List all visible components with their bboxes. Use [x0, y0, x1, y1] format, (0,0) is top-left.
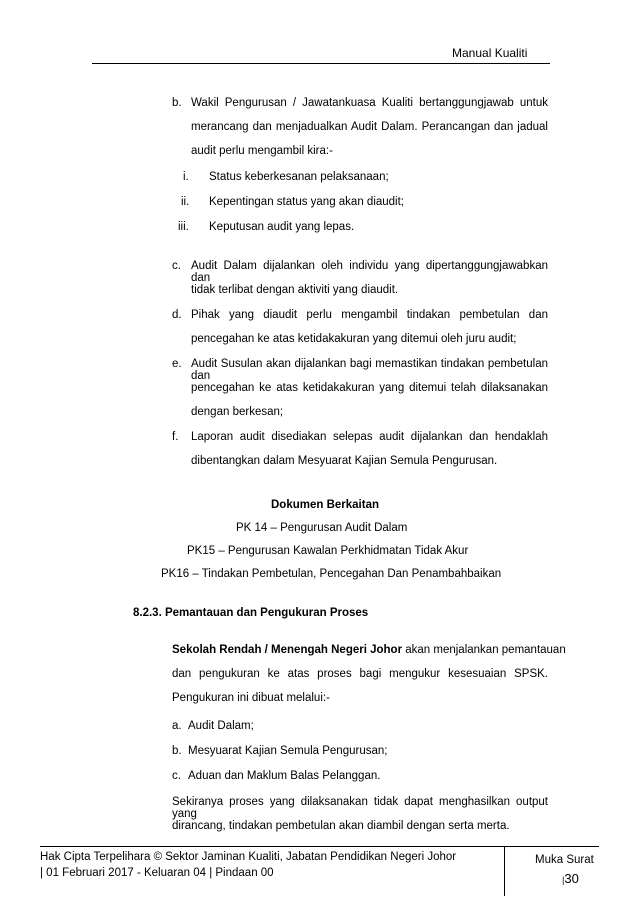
footer-vertical-divider: [504, 846, 505, 896]
footer-page-label: Muka Surat: [535, 854, 594, 866]
footer-page-number-wrap: [562, 871, 579, 886]
list-e-line-2: pencegahan ke atas ketidakakuran yang ditemui telah dilaksanakan: [191, 382, 548, 394]
header-divider: [92, 63, 550, 64]
subitem-marker: i.: [183, 171, 189, 183]
section-heading: 8.2.3. Pemantauan dan Pengukuran Proses: [133, 607, 369, 619]
footer-page-number: 30: [564, 871, 579, 886]
list-c-line-1: Audit Dalam dijalankan oleh individu yang dipertanggungjawabkan dan: [191, 260, 548, 284]
related-docs-heading: Dokumen Berkaitan: [271, 499, 380, 511]
list-marker-f: f.: [172, 431, 179, 443]
section-intro-line-3: Pengukuran ini dibuat melalui:-: [172, 692, 330, 704]
list-marker-c: c.: [172, 260, 181, 272]
section-closing-line-1: Sekiranya proses yang dilaksanakan tidak dapat menghasilkan output yang: [172, 796, 548, 820]
list-c-line-2: tidak terlibat dengan aktiviti yang diaudit.: [191, 284, 399, 296]
list-marker-e: e.: [172, 358, 182, 370]
section-intro-line-2: dan pengukuran ke atas proses bagi mengukur kesesuaian SPSK.: [172, 668, 548, 680]
section-item-marker: a.: [172, 720, 182, 732]
list-marker-b: b.: [172, 97, 182, 109]
page-number-bar: |: [562, 875, 565, 885]
list-f-line-1: Laporan audit disediakan selepas audit dijalankan dan hendaklah: [191, 431, 548, 443]
subitem-text: Keputusan audit yang lepas.: [209, 221, 355, 233]
related-doc-item: PK16 – Tindakan Pembetulan, Pencegahan Dan Penambahbaikan: [161, 568, 502, 580]
subitem-text: Status keberkesanan pelaksanaan;: [209, 171, 389, 183]
list-marker-d: d.: [172, 309, 182, 321]
section-item-marker: b.: [172, 745, 182, 757]
footer-revision: | 01 Februari 2017 - Keluaran 04 | Pindaan 00: [40, 867, 274, 879]
section-item-text: Audit Dalam;: [188, 720, 254, 732]
footer-divider: [40, 846, 599, 847]
header-title: Manual Kualiti: [452, 46, 528, 60]
intro-rest-text: akan menjalankan pemantauan: [402, 644, 566, 656]
subitem-text: Kepentingan status yang akan diaudit;: [209, 196, 405, 208]
section-intro-line-1: [172, 644, 566, 656]
section-item-marker: c.: [172, 770, 181, 782]
section-item-text: Aduan dan Maklum Balas Pelanggan.: [188, 770, 381, 782]
subitem-marker: iii.: [178, 221, 189, 233]
related-doc-item: PK15 – Pengurusan Kawalan Perkhidmatan Tidak Akur: [187, 545, 469, 557]
section-item-text: Mesyuarat Kajian Semula Pengurusan;: [188, 745, 388, 757]
list-e-line-3: dengan berkesan;: [191, 406, 284, 418]
subitem-marker: ii.: [181, 196, 190, 208]
list-d-line-2: pencegahan ke atas ketidakakuran yang ditemui oleh juru audit;: [191, 333, 517, 345]
list-b-line-1: Wakil Pengurusan / Jawatankuasa Kualiti bertanggungjawab untuk: [191, 97, 548, 109]
intro-bold-text: Sekolah Rendah / Menengah Negeri Johor: [172, 644, 403, 656]
list-b-line-2: merancang dan menjadualkan Audit Dalam. Perancangan dan jadual: [191, 121, 548, 133]
footer-copyright: Hak Cipta Terpelihara © Sektor Jaminan Kualiti, Jabatan Pendidikan Negeri Johor: [40, 851, 457, 863]
list-b-line-3: audit perlu mengambil kira:-: [191, 145, 333, 157]
list-d-line-1: Pihak yang diaudit perlu mengambil tindakan pembetulan dan: [191, 309, 548, 321]
list-e-line-1: Audit Susulan akan dijalankan bagi memastikan tindakan pembetulan dan: [191, 358, 548, 382]
related-doc-item: PK 14 – Pengurusan Audit Dalam: [236, 522, 408, 534]
list-f-line-2: dibentangkan dalam Mesyuarat Kajian Semula Pengurusan.: [191, 455, 498, 467]
section-closing-line-2: dirancang, tindakan pembetulan akan diambil dengan serta merta.: [172, 820, 510, 832]
